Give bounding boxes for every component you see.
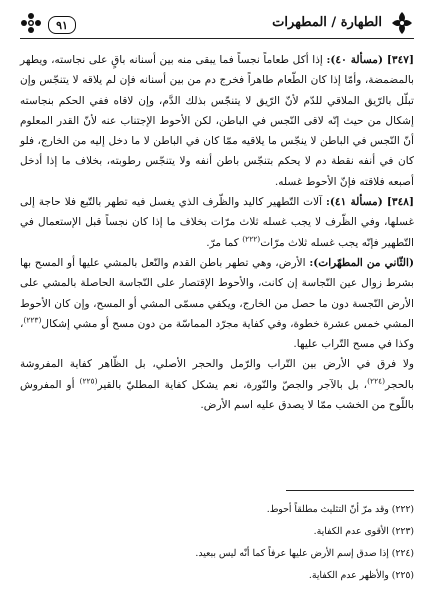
footnote: (٢٢٥) والأظهر عدم الكفاية. [308,570,414,581]
footnote-ref[interactable]: (٢٢٣) [23,315,42,325]
paragraph-label: (الثّاني من المطهّرات): [309,256,414,269]
paragraph-text: ولا فرق في الأرض بين التّراب والرّمل والحجر الأصلي، بل الظّاهر كفاية المفروشة بالحجر [20,358,415,391]
paragraph-text: الأرض، وهي تطهر باطن القدم والنّعل بالمشي عليها أو المسح بها بشرط زوال عين النّجاسة إن كانت، والأحوط الإقتصار على النّجاسة الحاصلة بالمشي على الأرض النّجسة دون ما حصل من الخارج، ويكفي مسمّى المشي أو المسح، وإن كان الأحوط المشي خمس عشرة خطوة، وفي كفاية مجرّد المماسّة من دون مسح أو مشي إشكال [20,256,414,330]
paragraph-text: أو المفروش باللّوح من الخشب ممّا لا يصدق عليه اسم الأرض. [20,378,414,412]
paragraph [20,50,414,192]
page-header [20,10,414,42]
paragraph [20,354,414,415]
footnote: (٢٢٢) وقد مرّ أنّ التثليث مطلقاً أحوط. [266,504,414,515]
footnote-ref[interactable]: (٢٢٢) [242,234,261,244]
footnote-ref[interactable]: (٢٢٥) [79,376,98,386]
paragraph-text: إذا أكل طعاماً نجساً فما يبقى منه بين أسنانه باقٍ على نجاسته، ويطهر بالمضمضة، وأمّا إذا كان الطّعام طاهراً فخرج دم من بين أسنانه فإن لم يلاقه لا يتنجّس وإن تبلّل بالرّيق الملاقي للدّم لأنّ الرّيق لا يتنجّس بذلك الدَّم، وإن لاقاه ففي الحكم بنجاسته إشكال من حيث إنّه لاقى النّجس في الباطن، لكن الأحوط الإجتناب عنه لأنّ القدر المعلوم أنّ النّجس في الباطن لا ينجّس ما يلاقيه ممّا كان في الباطن لا ما دخل إليه من الخارج، فلو كان في أنفه نقطة دم لا يحكم بتنجّس باطن أنفه ولا يتنجّس رطوبته، بخلاف ما إذا أدخل أصبعه فلاقته فإنّ الأحوط غسله. [20,54,414,188]
footnotes [20,476,414,587]
paragraph-text: ، بل بالآجر والجصّ والنّورة، نعم يشكل كفاية المطليّ بالقير [97,378,368,391]
running-title: الطهارة / المطهرات [272,15,382,30]
page-number: ٩١ [48,16,76,34]
header-rule [20,38,414,39]
paragraph [20,192,414,253]
footnote-ref[interactable]: (٢٢٤) [367,376,386,386]
main-text [20,50,414,474]
paragraph-label: [٣٤٨] (مسألة ٤١): [325,196,414,209]
paragraph [20,253,414,354]
floral-ornament-icon [20,12,42,34]
footnote: (٢٢٣) الأقوى عدم الكفاية. [313,526,414,537]
paragraph-text: كما مرّ. [206,236,243,249]
footnote: (٢٢٤) إذا صدق إسم الأرض عليها عرفاً كما أنّه ليس ببعيد. [195,548,414,559]
paragraph-text: ، وكذا في مسح التّراب عليها. [20,317,414,351]
floral-ornament-icon [390,10,414,36]
paragraph-label: [٣٤٧] (مسألة ٤٠): [326,54,414,66]
footnote-rule [286,490,414,491]
paragraph-text: آلات التّطهير كاليد والظّرف الذي يغسل فيه تطهر بالتّبع فلا حاجة إلى غسلها، وفي الظّرف لا يجب غسله ثلاث مرّات بخلاف ما إذا كان نجساً قبل الإستعمال في التّطهير فإنّه يجب غسله ثلاث مرّات [20,196,414,249]
